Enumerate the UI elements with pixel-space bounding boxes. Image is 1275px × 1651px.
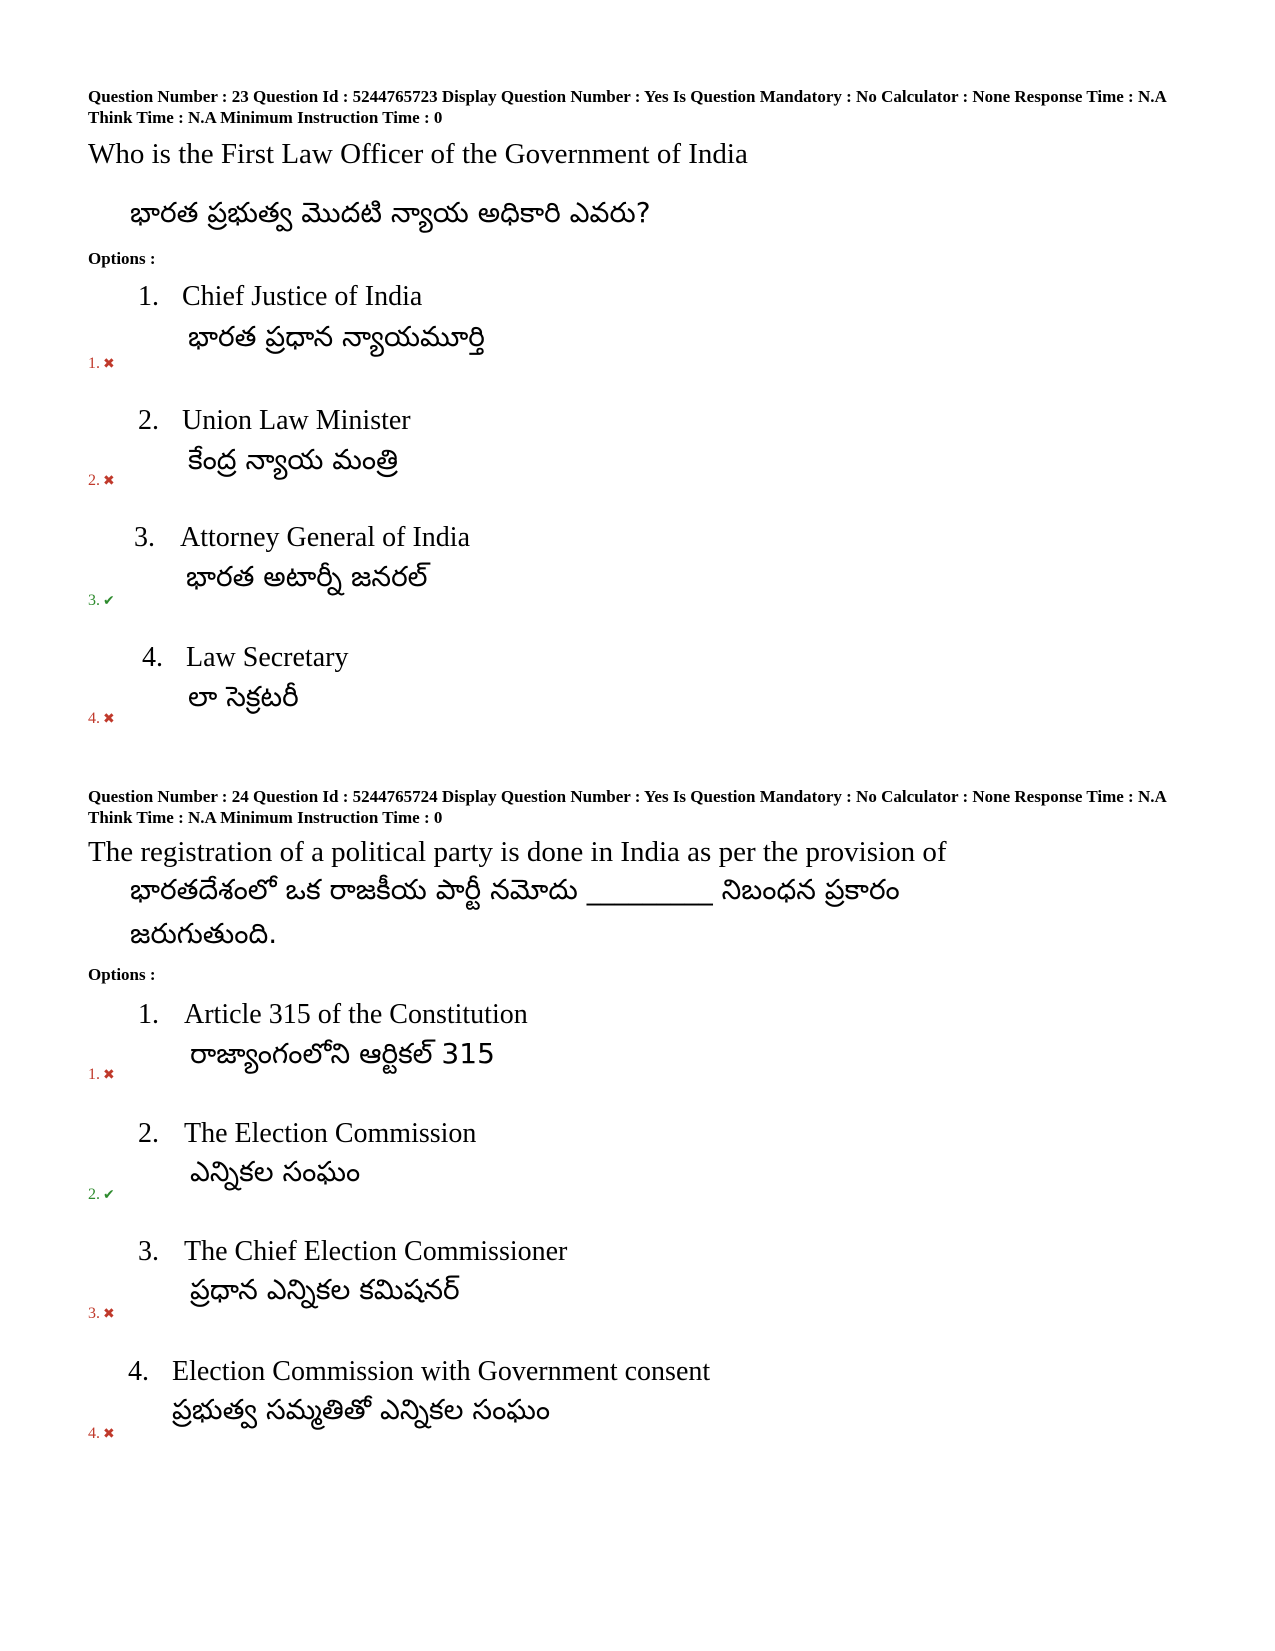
option-text-english: The Chief Election Commissioner <box>184 1236 568 1267</box>
question-text-english: The registration of a political party is done in India as per the provision of <box>88 836 947 868</box>
answer-marker: 3. ✔ <box>88 592 115 609</box>
option-text-english: Attorney General of India <box>180 522 470 553</box>
question-meta: Question Number : 24 Question Id : 5244765724 Display Question Number : Yes Is Question Mandatory : No Calculator : None Response Time : N.A Think Time : N.A Minimum Instruction Time : 0 <box>88 787 1166 827</box>
option-text-telugu: భారత అటార్నీ జనరల్ <box>186 560 428 593</box>
option-text-telugu: ఎన్నికల సంఘం <box>190 1155 361 1188</box>
question-text-telugu: భారత ప్రభుత్వ మొదటి న్యాయ అధికారి ఎవరు? <box>130 196 651 229</box>
cross-icon: ✖ <box>103 1426 115 1442</box>
option-text-english: The Election Commission <box>184 1118 477 1149</box>
option-number: 3. <box>134 522 155 553</box>
cross-icon: ✖ <box>103 711 115 727</box>
option-number: 1. <box>138 999 159 1030</box>
answer-marker: 2. ✔ <box>88 1186 115 1203</box>
option-number: 4. <box>142 642 163 673</box>
cross-icon: ✖ <box>103 1306 115 1322</box>
option-text-telugu: ప్రధాన ఎన్నికల కమిషనర్ <box>190 1273 460 1306</box>
answer-marker: 2. ✖ <box>88 472 115 489</box>
answer-marker: 1. ✖ <box>88 1066 115 1083</box>
cross-icon: ✖ <box>103 356 115 372</box>
option-text-telugu: లా సెక్రటరీ <box>188 680 299 713</box>
option-text-telugu: కేంద్ర న్యాయ మంత్రి <box>188 443 399 476</box>
cross-icon: ✖ <box>103 473 115 489</box>
answer-marker: 3. ✖ <box>88 1305 115 1322</box>
question-text-telugu: భారతదేశంలో ఒక రాజకీయ పార్టీ నమోదు _________ నిబంధన ప్రకారం <box>130 873 900 906</box>
answer-marker: 4. ✖ <box>88 710 115 727</box>
question-text-english: Who is the First Law Officer of the Government of India <box>88 138 748 170</box>
question-text-telugu-line2: జరుగుతుంది. <box>130 917 278 950</box>
options-label: Options : <box>88 249 156 268</box>
option-number: 2. <box>138 1118 159 1149</box>
option-text-telugu: ప్రభుత్వ సమ్మతితో ఎన్నికల సంఘం <box>172 1393 551 1426</box>
option-text-telugu: రాజ్యాంగంలోని ఆర్టికల్ 315 <box>190 1037 495 1070</box>
options-label: Options : <box>88 965 156 984</box>
option-text-english: Union Law Minister <box>182 405 411 436</box>
option-text-english: Chief Justice of India <box>182 281 423 312</box>
cross-icon: ✖ <box>103 1067 115 1083</box>
question-meta: Question Number : 23 Question Id : 5244765723 Display Question Number : Yes Is Question Mandatory : No Calculator : None Response Time : N.A Think Time : N.A Minimum Instruction Time : 0 <box>88 87 1166 127</box>
option-text-english: Law Secretary <box>186 642 349 673</box>
option-text-english: Election Commission with Government consent <box>172 1356 711 1387</box>
option-number: 3. <box>138 1236 159 1267</box>
option-number: 2. <box>138 405 159 436</box>
option-text-english: Article 315 of the Constitution <box>184 999 528 1030</box>
option-number: 1. <box>138 281 159 312</box>
check-icon: ✔ <box>103 1187 115 1203</box>
answer-marker: 1. ✖ <box>88 355 115 372</box>
answer-marker: 4. ✖ <box>88 1425 115 1442</box>
option-text-telugu: భారత ప్రధాన న్యాయమూర్తి <box>188 320 485 353</box>
check-icon: ✔ <box>103 593 115 609</box>
option-number: 4. <box>128 1356 149 1387</box>
